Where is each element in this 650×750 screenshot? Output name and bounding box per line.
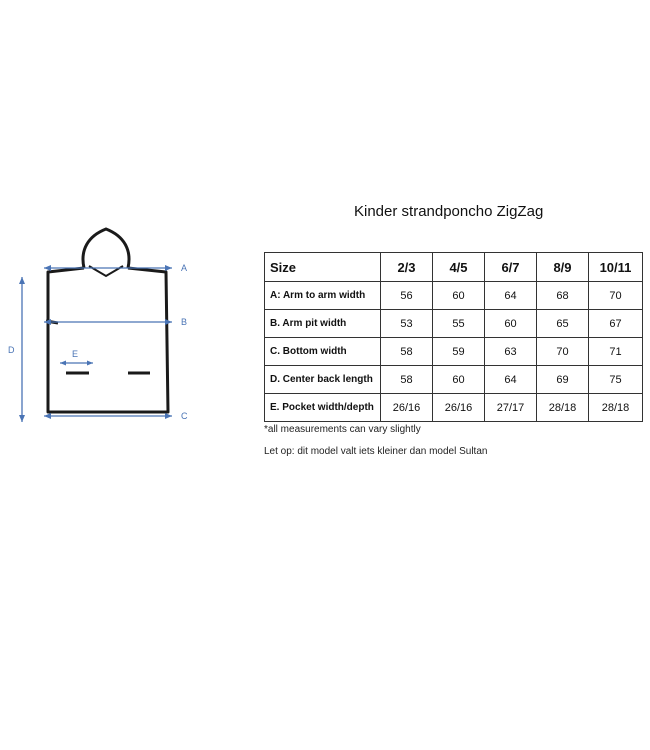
row-label: D. Center back length: [265, 366, 381, 394]
table-cell: 65: [537, 310, 589, 338]
table-cell: 58: [381, 366, 433, 394]
table-cell: 59: [433, 338, 485, 366]
table-cell: 68: [537, 282, 589, 310]
measure-c-arrow-right: [165, 413, 172, 419]
table-cell: 26/16: [381, 394, 433, 422]
header-size-4-5: 4/5: [433, 253, 485, 282]
table-cell: 60: [433, 366, 485, 394]
table-row: [265, 310, 643, 338]
label-d: D: [8, 345, 15, 355]
table-cell: 70: [537, 338, 589, 366]
table-cell: 64: [485, 282, 537, 310]
row-label: A: Arm to arm width: [265, 282, 381, 310]
table-cell: 26/16: [433, 394, 485, 422]
measure-c-arrow-left: [44, 413, 51, 419]
table-cell: 55: [433, 310, 485, 338]
table-row: [265, 338, 643, 366]
measure-b-arrow-right: [165, 319, 172, 325]
chart-title: Kinder strandponcho ZigZag: [354, 203, 544, 220]
table-cell: 70: [589, 282, 643, 310]
table-cell: 28/18: [589, 394, 643, 422]
poncho-hood: [83, 229, 129, 268]
header-size-2-3: 2/3: [381, 253, 433, 282]
header-size: Size: [265, 253, 381, 282]
measure-e-arrow-right: [87, 361, 93, 366]
table-row: [265, 394, 643, 422]
table-cell: 60: [485, 310, 537, 338]
table-cell: 56: [381, 282, 433, 310]
measure-d-arrow-top: [19, 277, 25, 284]
label-a: A: [181, 263, 188, 273]
table-cell: 28/18: [537, 394, 589, 422]
table-cell: 75: [589, 366, 643, 394]
table-row: [265, 366, 643, 394]
row-label: E. Pocket width/depth: [265, 394, 381, 422]
table-cell: 67: [589, 310, 643, 338]
table-cell: 64: [485, 366, 537, 394]
table-cell: 69: [537, 366, 589, 394]
row-label: C. Bottom width: [265, 338, 381, 366]
measure-e-arrow-left: [60, 361, 66, 366]
row-label: B. Arm pit width: [265, 310, 381, 338]
table-cell: 27/17: [485, 394, 537, 422]
header-size-6-7: 6/7: [485, 253, 537, 282]
measure-d-arrow-bottom: [19, 415, 25, 422]
measure-a-arrow-right: [165, 265, 172, 271]
table-cell: 71: [589, 338, 643, 366]
header-size-8-9: 8/9: [537, 253, 589, 282]
label-b: B: [181, 317, 188, 327]
label-e: E: [72, 349, 79, 359]
table-cell: 53: [381, 310, 433, 338]
label-c: C: [181, 411, 188, 421]
table-header-row: [265, 253, 643, 282]
table-cell: 58: [381, 338, 433, 366]
poncho-body-outline: [48, 268, 168, 412]
header-size-10-11: 10/11: [589, 253, 643, 282]
size-table: [264, 252, 643, 422]
table-row: [265, 282, 643, 310]
measure-a-arrow-left: [44, 265, 51, 271]
table-cell: 60: [433, 282, 485, 310]
table-cell: 63: [485, 338, 537, 366]
sizing-note: Let op: dit model valt iets kleiner dan model Sultan: [264, 446, 488, 457]
measurement-note: *all measurements can vary slightly: [264, 424, 421, 435]
poncho-diagram: [0, 0, 260, 460]
